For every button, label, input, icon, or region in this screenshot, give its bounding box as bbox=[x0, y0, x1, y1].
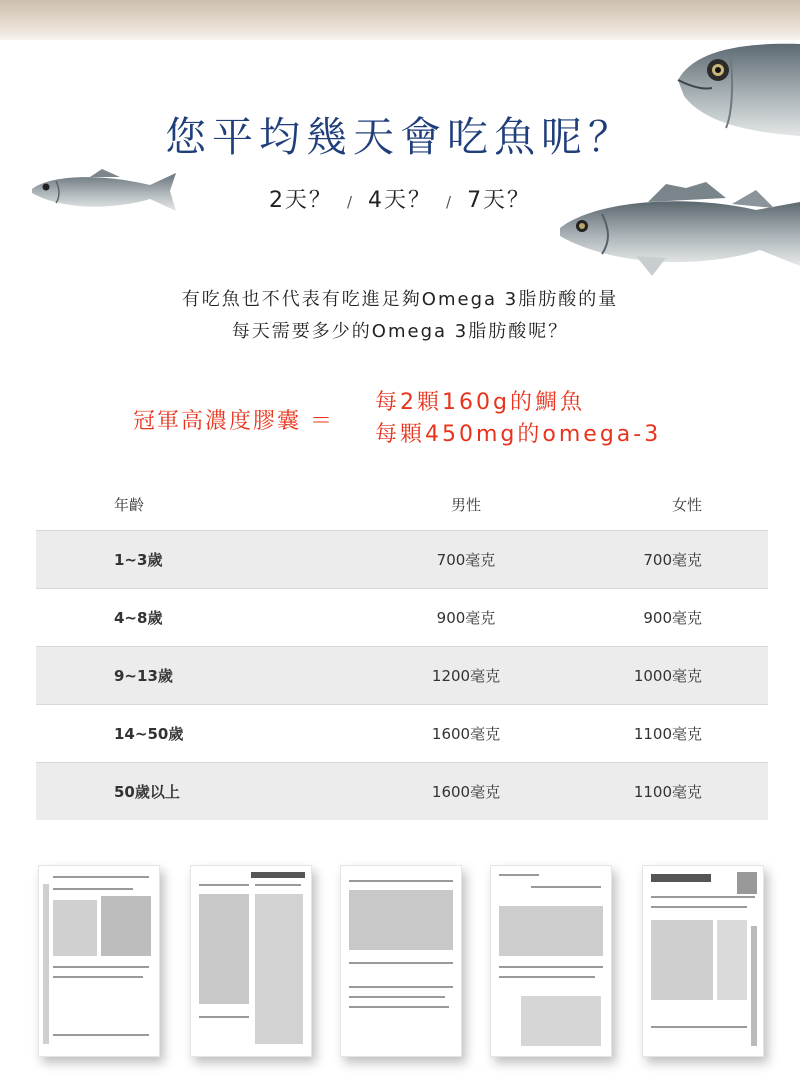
cell-male: 700毫克 bbox=[436, 551, 496, 569]
page-title: 您平均幾天會吃魚呢？ bbox=[165, 113, 635, 161]
omega3-intake-table bbox=[36, 478, 768, 820]
table-header-row bbox=[36, 478, 768, 531]
document-image bbox=[642, 865, 764, 1057]
cell-female: 1000毫克 bbox=[633, 667, 702, 685]
cell-male: 1600毫克 bbox=[431, 783, 501, 801]
document-image bbox=[38, 865, 160, 1057]
table-row bbox=[36, 705, 768, 763]
cell-age: 9~13歲 bbox=[114, 667, 173, 685]
patent-documents bbox=[0, 865, 800, 1065]
cell-male: 1200毫克 bbox=[431, 667, 501, 685]
header-female: 女性 bbox=[671, 495, 702, 514]
cell-female: 700毫克 bbox=[643, 551, 702, 569]
document-image bbox=[490, 865, 612, 1057]
equivalence-line-1: 每2顆160g的鯛魚 bbox=[375, 390, 585, 415]
separator: / bbox=[346, 193, 354, 211]
equivalence-line-2: 每顆450mg的omega-3 bbox=[375, 422, 662, 447]
cell-male: 1600毫克 bbox=[431, 725, 501, 743]
cell-age: 4~8歲 bbox=[114, 609, 163, 627]
days-option-2: 2天？ bbox=[268, 188, 333, 213]
table-row bbox=[36, 589, 768, 647]
header-male: 男性 bbox=[450, 495, 481, 514]
cell-age: 14~50歲 bbox=[114, 725, 184, 743]
capsule-label: 冠軍高濃度膠囊 ＝ bbox=[133, 409, 334, 434]
intro-line-2: 每天需要多少的Omega 3脂肪酸呢？ bbox=[231, 321, 569, 342]
table-row bbox=[36, 763, 768, 821]
intro-line-1: 有吃魚也不代表有吃進足夠Omega 3脂肪酸的量 bbox=[181, 289, 619, 310]
document-image bbox=[340, 865, 462, 1057]
cell-female: 1100毫克 bbox=[633, 725, 702, 743]
intro-text bbox=[0, 284, 800, 348]
header-age: 年齡 bbox=[114, 495, 145, 514]
table-row bbox=[36, 647, 768, 705]
document-image bbox=[190, 865, 312, 1057]
days-option-4: 4天？ bbox=[368, 188, 432, 213]
cell-age: 50歲以上 bbox=[114, 783, 180, 801]
cell-age: 1~3歲 bbox=[114, 551, 163, 569]
days-options bbox=[0, 183, 800, 214]
table-row bbox=[36, 531, 768, 589]
cell-female: 1100毫克 bbox=[633, 783, 702, 801]
separator: / bbox=[446, 193, 454, 211]
cell-female: 900毫克 bbox=[643, 609, 702, 627]
capsule-equivalence bbox=[375, 387, 661, 451]
days-option-7: 7天？ bbox=[467, 188, 532, 213]
cell-male: 900毫克 bbox=[436, 609, 496, 627]
